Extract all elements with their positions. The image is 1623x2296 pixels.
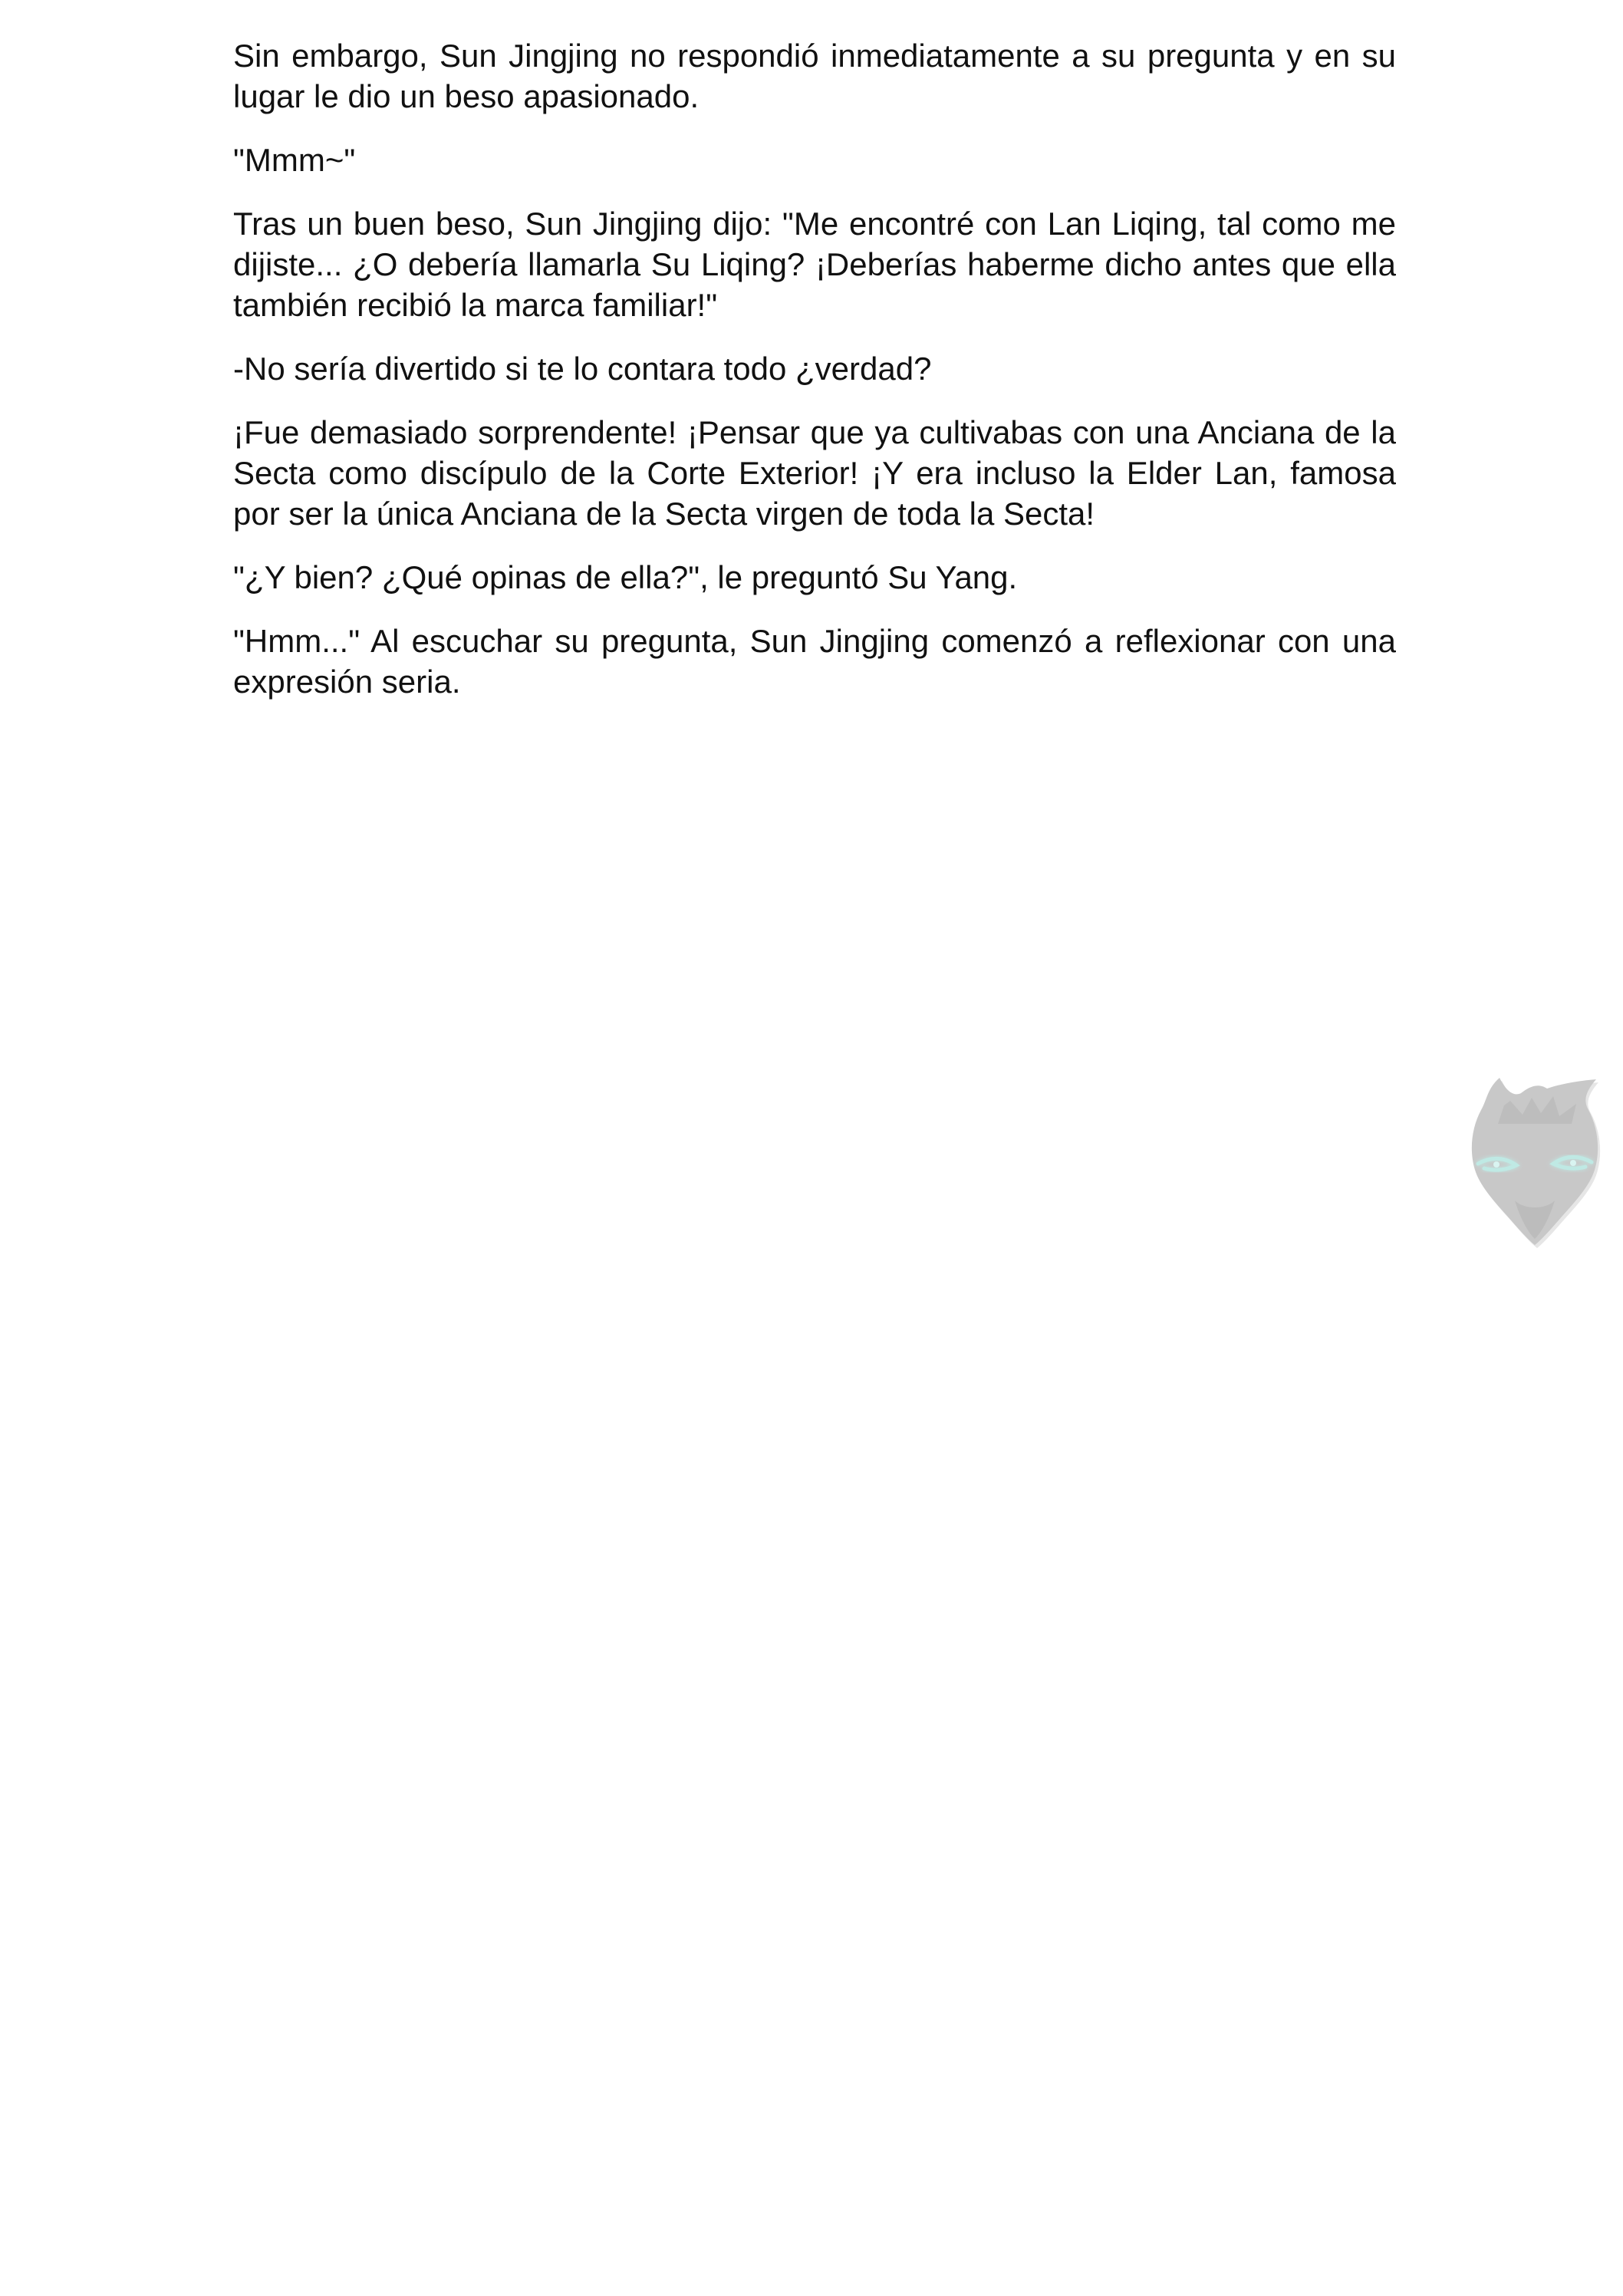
- paragraph: -No sería divertido si te lo contara todo ¿verdad?: [233, 351, 932, 387]
- paragraph: "¿Y bien? ¿Qué opinas de ella?", le preguntó Su Yang.: [233, 559, 1018, 595]
- paragraph: Tras un buen beso, Sun Jingjing dijo: "Me encontré con Lan Liqing, tal como me dijiste... ¿O debería llamarla Su Liqing? ¡Deberías haberme dicho antes que ella también recibió la marca familiar!": [233, 206, 1396, 323]
- paragraph: Sin embargo, Sun Jingjing no respondió inmediatamente a su pregunta y en su lugar le dio un beso apasionado.: [233, 38, 1396, 114]
- paragraph: "Mmm~": [233, 142, 356, 178]
- paragraph: "Hmm..." Al escuchar su pregunta, Sun Jingjing comenzó a reflexionar con una expresión seria.: [233, 623, 1396, 700]
- text-body: [233, 35, 1396, 725]
- demon-head-watermark-icon: [1461, 1070, 1607, 1248]
- paragraph: ¡Fue demasiado sorprendente! ¡Pensar que ya cultivabas con una Anciana de la Secta como discípulo de la Corte Exterior! ¡Y era incluso la Elder Lan, famosa por ser la única Anciana de la Secta virgen de toda la Secta!: [233, 414, 1396, 532]
